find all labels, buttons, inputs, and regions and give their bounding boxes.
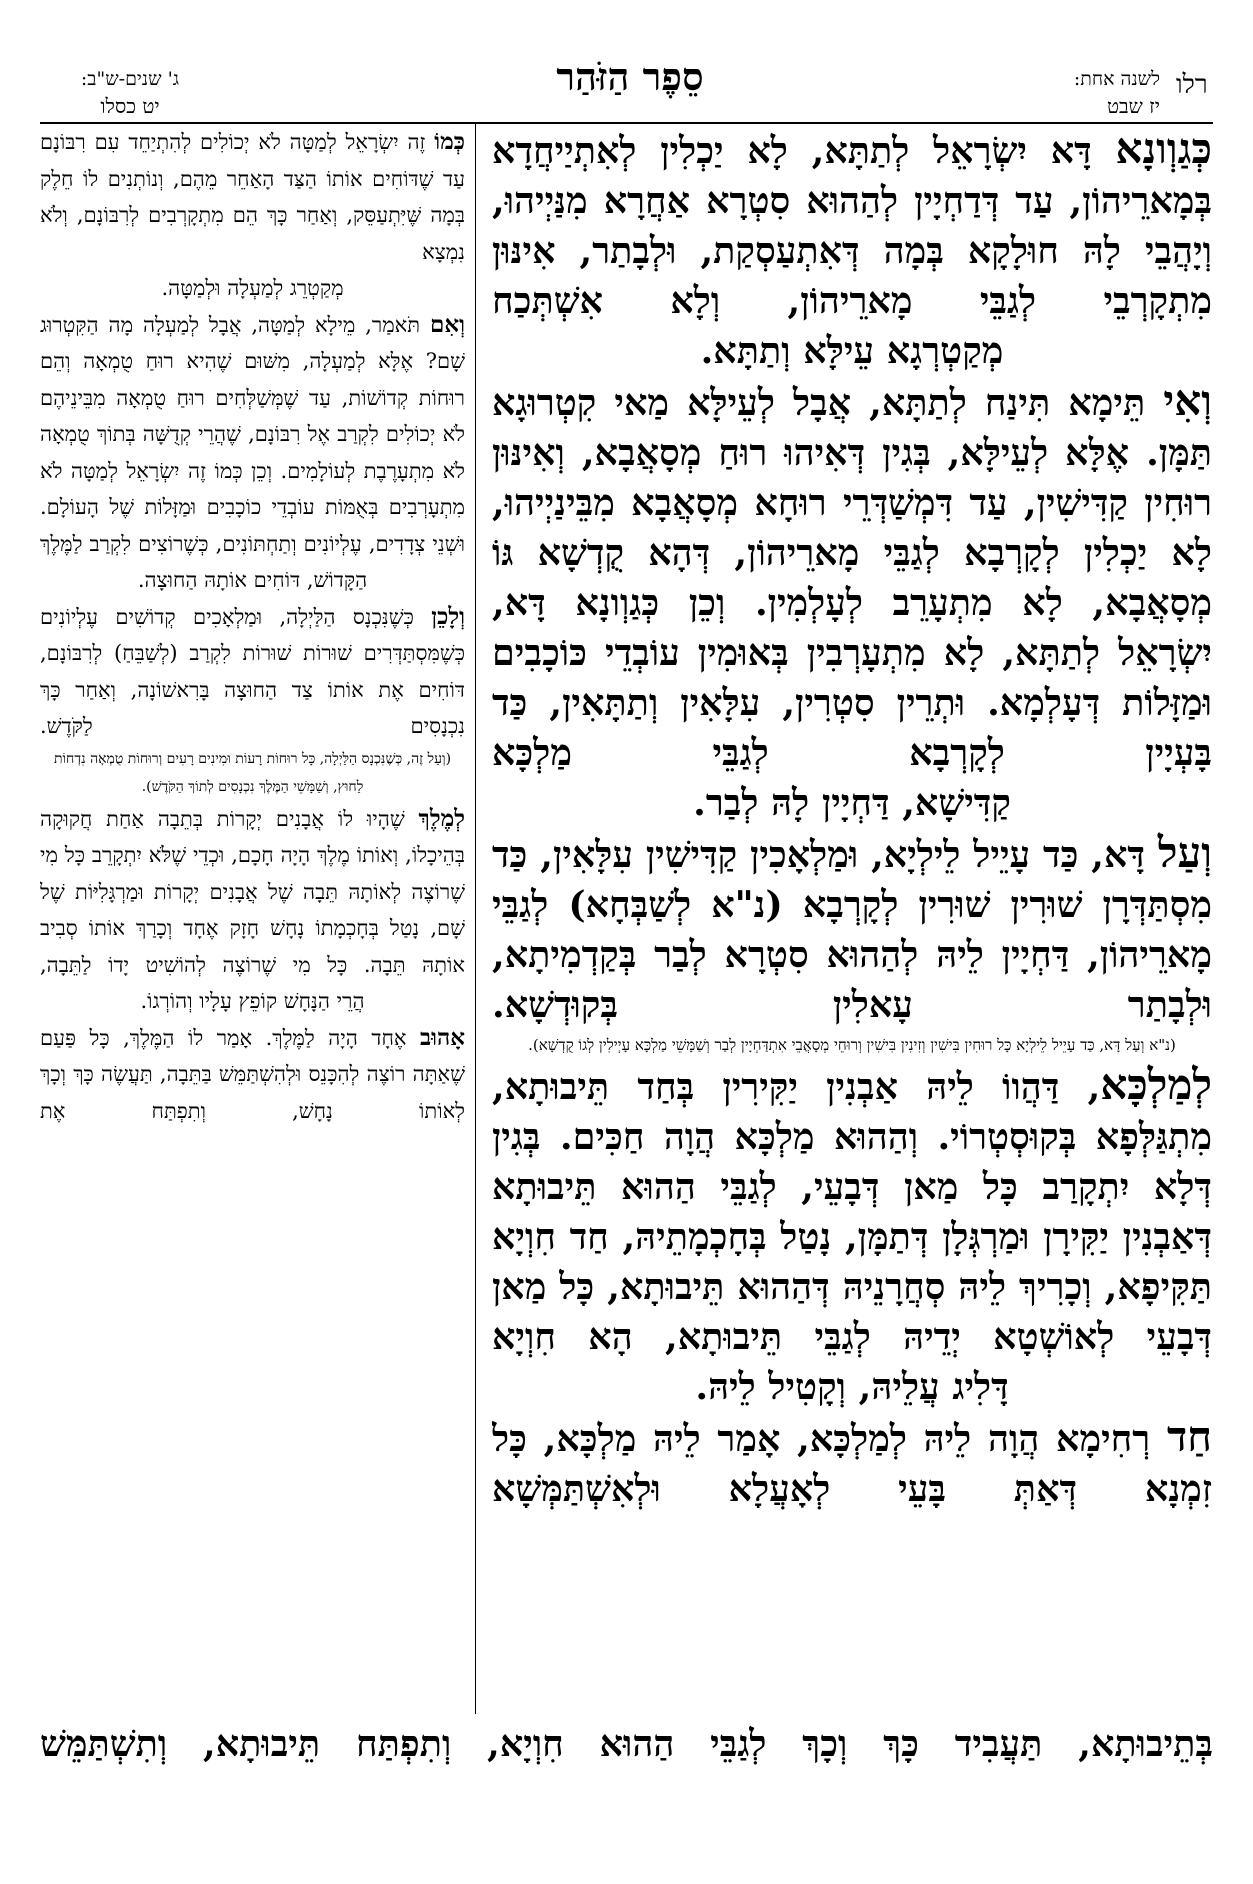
column-divider — [475, 124, 476, 1714]
aramaic-paragraph-2-end: קַדִּישָׁא, דַּחְיָין לָהּ לְבַר. — [693, 781, 1011, 824]
hebrew-paragraph-4 — [40, 801, 465, 984]
paragraph-text: שֶׁהָיוּ לוֹ אֲבָנִים יְקָרוֹת בְּתֵבָה אַחַת חֲקוּקָה בְּהֵיכָלוֹ, וְאוֹתוֹ מֶלֶךְ הָיָה חָכָם, וּכְדֵי שֶׁלֹּא יִתְקָרֵב כָּל מִי שֶׁרוֹצֶה לְאוֹתָהּ תֵּבָה שֶׁל אֲבָנִים יְקָרוֹת וּמַרְגָּלִיּוֹת שֶׁל שָׁם, נָטַל בְּחָכְמָתוֹ נָחָשׁ חָזָק אֶחָד וְכָרַךְ אוֹתוֹ סְבִיב אוֹתָהּ תֵּבָה. כָּל מִי שֶׁרוֹצֶה לְהוֹשִׁיט יָדוֹ לַתֵּבָה, — [40, 806, 465, 977]
book-title: סֵפֶר הַזֹּהַר — [556, 54, 704, 99]
schedule-one-year-date: יז שבט — [1106, 94, 1160, 118]
paragraph-text: תֵּימָא תִּינַח לְתַתָּא, אֲבָל לְעֵילָּא מַאי קִטְרוּגָא תַּמָּן. אֶלָּא לְעֵילָּא, בְּגִין דְּאִיהוּ רוּחַ מְסָאֲבָא, וְאִינּוּן רוּחִין קַדִּישִׁין, עַד דִּמְשַׁדְּרֵי רוּחָא מְסָאֲבָא מִבֵּינַיְיהוּ, לָא יַכְלִין לְקָרְבָא לְגַבֵּי מָארֵיהוֹן, דְּהָא קֻדְשָׁא גּוֹ מְסָאֲבָא, לָא מִתְעָרֵב לְעָלְמִין. וְכֵן כְּגַוְונָא דָּא, יִשְׂרָאֵל לְתַתָּא, לָא מִתְעָרְבִין בְּאוּמִין עוֹבְדֵי כּוֹכָבִים וּמַזָּלוֹת דְּעָלְמָא. וּתְרֵין סִטְרִין, עִלָּאִין וְתַתָּאִין, כַּד בָּעְיָין לְקָרְבָא לְגַבֵּי מַלְכָּא — [492, 381, 1212, 774]
hebrew-paragraph-1 — [40, 124, 465, 270]
paragraph-lead-word: וְעַל — [1157, 828, 1212, 877]
hebrew-paragraph-4-end: הֲרֵי הַנָּחָשׁ קוֹפֵץ עָלָיו וְהוֹרְגוֹ. — [140, 989, 365, 1013]
hebrew-translation-column — [40, 124, 465, 1714]
aramaic-paragraph-2 — [492, 376, 1212, 778]
schedule-three-year-date: יט כסלו — [100, 94, 160, 118]
aramaic-paragraph-1-end: מְקַטְרְגָא עֵילָּא וְתַתָּא. — [700, 329, 1004, 372]
paragraph-text: רְחִימָא הֲוָה לֵיהּ לְמַלְכָּא, אָמַר לֵיהּ מַלְכָּא, כָּל זִמְנָא דְּאַתְּ בָּעֵי לְאָעֲלָא וּלְאִשְׁתַּמְּשָׁא — [492, 1417, 1212, 1510]
paragraph-text: דָּא, כַּד עָיֵיל לֵילְיָא, וּמַלְאָכִין קַדִּישִׁין עִלָּאִין, כַּד מִסְתַּדְּרָן שׁוּרִין שׁוּרִין לְקָרְבָא (נ"א לְשַׁבְּחָא) לְגַבֵּי מָארֵיהוֹן, דַּחְיָין לֵיהּ לְהַהוּא סִטְרָא לְבַר בְּקַדְמִיתָא, וּלְבָתַר עָאלִין בְּקוּדְשָׁא. — [492, 833, 1212, 1026]
hebrew-paragraph-3 — [40, 599, 465, 745]
aramaic-paragraph-5 — [492, 1412, 1212, 1514]
paragraph-lead-word: וְלָכֵן — [431, 602, 465, 630]
hebrew-paragraph-2 — [40, 307, 465, 563]
paragraph-lead-word: וְאִם — [429, 310, 465, 338]
paragraph-lead-word: אָהוּב — [420, 1023, 465, 1051]
paragraph-lead-word: חַד — [1166, 1412, 1212, 1461]
paragraph-lead-word: וְאִי — [1163, 376, 1212, 425]
paragraph-text: , דַּהֲווֹ לֵיהּ אַבְנִין יַקִּירִין בְּחַד תֵּיבוּתָא, מִתְגַּלְּפָא בְּקוּסְטְרוֹי. וְהַהוּא מַלְכָּא הֲוָה חַכִּים. בְּגִין דְּלָא יִתְקָרַב כָּל מַאן דְּבָעֵי, לְגַבֵּי הַהוּא תֵּיבוּתָא דְּאַבְנִין יַקִּירָן וּמַרְגְּלָן דְּתַמָּן, נָטַל בְּחָכְמָתֵיהּ, חַד חִוְיָא תַּקִּיפָא, וְכָרִיךְ לֵיהּ סְחֲרָנֵיהּ דְּהַהוּא תֵּיבוּתָא, כָּל מַאן דְּבָעֵי לְאוֹשְׁטָא יְדֵיהּ לְגַבֵּי תֵּיבוּתָא, הָא חִוְיָא — [492, 1065, 1212, 1358]
paragraph-text: אֶחָד הָיָה לַמֶּלֶךְ. אָמַר לוֹ הַמֶּלֶךְ, כָּל פַּעַם שֶׁאַתָּה רוֹצֶה לְהִכָּנֵס וּלְהִשְׁתַּמֵּשׁ בַּתֵּבָה, תַּעֲשֶׂה כָּךְ וְכָךְ לְאוֹתוֹ נָחָשׁ, וְתִפְתַּח אֶת — [40, 1025, 465, 1123]
paragraph-lead-word: לְמַלְכָּא — [1100, 1060, 1212, 1109]
hebrew-paragraph-1-end: מְקַטְרֵג לְמַעְלָה וּלְמַטָּה. — [161, 276, 344, 300]
aramaic-paragraph-1 — [492, 124, 1212, 326]
page-number: רלו — [1176, 70, 1208, 100]
hebrew-paragraph-2-end: הַקָּדוֹשׁ, דּוֹחִים אוֹתָהּ הַחוּצָה. — [137, 568, 368, 592]
paragraph-text: זֶה יִשְׂרָאֵל לְמַטָּה לֹא יְכוֹלִים לְהִתְיַחֵד עִם רִבּוֹנָם עַד שֶׁדּוֹחִים אוֹתוֹ הַצַּד הָאַחֵר מֵהֶם, וְנוֹתְנִים לוֹ חֵלֶק בְּמָה שֶּׁיִּתְעַסֵּק, וְאַחַר כָּךְ הֵם מִתְקָרְבִים לְרִבּוֹנָם, וְלֹא נִמְצָא — [40, 130, 465, 264]
hebrew-variant-note: (וְעַל זֶה, כְּשֶׁנִּכְנָס הַלַּיְלָה, כָּל רוּחוֹת רָעוֹת וּמִינִים רָעִים וְרוּחוֹת טֻמְאָה נִדְחוֹת לַחוּץ, וְשַׁמָּשֵׁי הַמֶּלֶךְ נִכְנָסִים לְתוֹךְ הַקֹּדֶשׁ). — [53, 750, 452, 795]
aramaic-paragraph-3 — [492, 828, 1212, 1030]
paragraph-lead-word: כְּגַוְונָא — [1115, 124, 1212, 173]
aramaic-continuation-line: בְּתֵיבוּתָא, תַּעֲבִיד כָּךְ וְכָךְ לְגַבֵּי הַהוּא חִוְיָא, וְתִפְתַּח תֵּיבוּתָא, וְתִשְׁתַּמֵּשׁ — [40, 1722, 1213, 1765]
paragraph-lead-word: לְמֶלֶךְ — [418, 804, 465, 832]
aramaic-paragraph-4 — [492, 1060, 1212, 1362]
hebrew-paragraph-5 — [40, 1020, 465, 1130]
paragraph-text: דָּא יִשְׂרָאֵל לְתַתָּא, לָא יַכְלִין לְאִתְיַיחֲדָא בְּמָארֵיהוֹן, עַד דְּדַחְיָין לְהַהוּא סִטְרָא אַחֲרָא מִנַּיְיהוּ, וְיָהֲבֵי לָהּ חוּלָקָא בְּמָה דְּאִתְעַסְקַת, וּלְבָתַר, אִינּוּן מִתְקָרְבֵי לְגַבֵּי מָארֵיהוֹן, וְלָא אִשְׁתְּכַח — [492, 129, 1212, 322]
paragraph-lead-word: כְּמוֹ — [434, 128, 465, 155]
schedule-three-year-label: ג' שנים-ש"ב: — [80, 68, 180, 90]
aramaic-variant-note: (נ"א וְעַל דָּא, כַּד עָיֵיל לֵילְיָא כָּל רוּחִין בִּישִׁין וְזִינִין בִּישִׁין וְרוּחֵי מְסָאֲבֵי אִתְדַּחְיָין לְבַר וְשַׁמָּשֵׁי מַלְכָּא עָיְילִין לְגוֹ קֻדְשָׁא). — [528, 1036, 1176, 1054]
aramaic-paragraph-4-end: דָּלִיג עֲלֵיהּ, וְקָטִיל לֵיהּ. — [695, 1365, 1009, 1408]
schedule-one-year-label: לשנה אחת: — [1073, 68, 1160, 90]
aramaic-column — [492, 124, 1212, 1714]
paragraph-text: תֹּאמַר, מֵילָא לְמַטָּה, אֲבָל לְמַעְלָה מָה הַקִּטְרוּג שָׁם? אֶלָּא לְמַעְלָה, מִשּׁוּם שֶׁהִיא רוּחַ טֻמְאָה וְהֵם רוּחוֹת קְדוֹשׁוֹת, עַד שֶׁמְּשַׁלְּחִים רוּחַ טֻמְאָה מִבֵּינֵיהֶם לֹא יְכוֹלִים לִקְרַב אֶל רִבּוֹנָם, שֶׁהֲרֵי קְדֻשָּׁה בְּתוֹךְ טֻמְאָה לֹא מִתְעָרֶבֶת לְעוֹלָמִים. וְכֵן כְּמוֹ זֶה יִשְׂרָאֵל לְמַטָּה לֹא מִתְעָרְבִים בְּאֻמּוֹת עוֹבְדֵי כוֹכָבִים וּמַזָּלוֹת שֶׁל הָעוֹלָם. וּשְׁנֵי צְדָדִים, עֶלְיוֹנִים וְתַחְתּוֹנִים, כְּשֶׁרוֹצִים לִקְרַב לַמֶּלֶךְ — [40, 312, 465, 556]
paragraph-text: כְּשֶׁנִּכְנָס הַלַּיְלָה, וּמַלְאָכִים קְדוֹשִׁים עֶלְיוֹנִים כְּשֶׁמִּסְתַּדְּרִים שׁוּרוֹת שׁוּרוֹת לִקְרַב (לְשַׁבֵּחַ) לְרִבּוֹנָם, דּוֹחִים אֶת אוֹתוֹ צַד הַחוּצָה בָּרִאשׁוֹנָה, וְאַחַר כָּךְ נִכְנָסִים לַקֹּדֶשׁ. — [40, 604, 465, 738]
page-header — [0, 0, 1253, 120]
